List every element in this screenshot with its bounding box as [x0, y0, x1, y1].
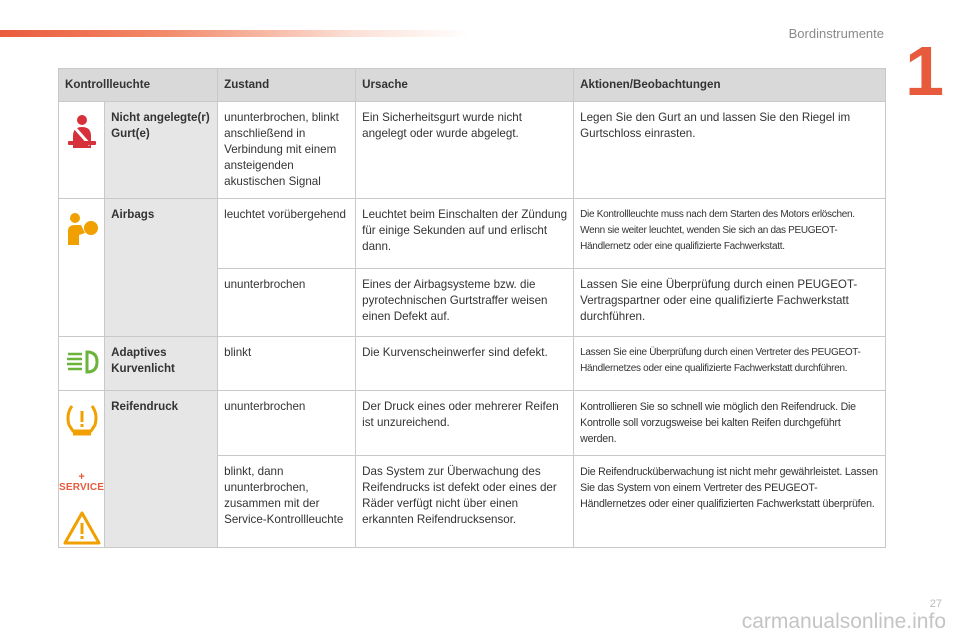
icon-cell [59, 391, 105, 548]
service-plus: + [78, 471, 85, 483]
chapter-title: Bordinstrumente [788, 26, 884, 41]
cause-cell: Die Kurvenscheinwerfer sind defekt. [356, 337, 574, 391]
state-cell: blinkt [218, 337, 356, 391]
state-cell: ununterbrochen [218, 391, 356, 456]
service-icon: SERVICE [59, 482, 105, 493]
table-row [59, 337, 886, 391]
page-number: 27 [929, 598, 942, 610]
action-cell: Legen Sie den Gurt an und lassen Sie den Riegel im Gurtschloss einrasten. [574, 102, 886, 199]
cause-cell: Der Druck eines oder mehrerer Reifen ist unzureichend. [356, 391, 574, 456]
adaptive-headlight-icon [65, 349, 99, 375]
cause-cell: Leuchtet beim Einschalten der Zündung für einige Sekunden auf und erlischt dann. [356, 199, 574, 269]
cause-cell: Das System zur Überwachung des Reifendrucks ist defekt oder eines der Räder verfügt nicht über einen erkannten Reifendrucksensor. [356, 456, 574, 548]
column-header-aktionen: Aktionen/Beobachtungen [574, 69, 886, 102]
light-name: Reifendruck [105, 391, 218, 548]
warning-lights-table [58, 68, 886, 548]
state-cell: ununterbrochen, blinkt anschließend in Verbindung mit einem ansteigenden akustischen Signal [218, 102, 356, 199]
top-accent-bar [0, 30, 470, 37]
light-name: Adaptives Kurvenlicht [105, 337, 218, 391]
airbag-icon [65, 211, 99, 247]
icon-cell [59, 199, 105, 337]
light-name: Airbags [105, 199, 218, 337]
service-badge [59, 473, 104, 494]
action-cell: Die Kontrollleuchte muss nach dem Starten des Motors erlöschen. Wenn sie weiter leuchtet, wenden Sie sich an das PEUGEOT-Händlernetz oder eine qualifizierte Fachwerkstatt. [574, 199, 886, 269]
column-header-ursache: Ursache [356, 69, 574, 102]
seatbelt-icon [66, 114, 98, 150]
action-cell: Lassen Sie eine Überprüfung durch einen PEUGEOT-Vertragspartner oder eine qualifizierte Fachwerkstatt durchführen. [574, 269, 886, 337]
action-cell: Kontrollieren Sie so schnell wie möglich den Reifendruck. Die Kontrolle soll vorzugsweise bei kalten Reifen durchgeführt werden. [574, 391, 886, 456]
chapter-number: 1 [905, 32, 944, 110]
table-row [59, 102, 886, 199]
column-header-zustand: Zustand [218, 69, 356, 102]
cause-cell: Ein Sicherheitsgurt wurde nicht angelegt oder wurde abgelegt. [356, 102, 574, 199]
icon-cell [59, 337, 105, 391]
cause-cell: Eines der Airbagsysteme bzw. die pyrotechnischen Gurtstraffer weisen einen Defekt auf. [356, 269, 574, 337]
action-cell: Die Reifendrucküberwachung ist nicht mehr gewährleistet. Lassen Sie das System von einem Vertreter des PEUGEOT-Händlernetzes oder einer qualifizierten Fachwerkstatt überprüfen. [574, 456, 886, 548]
table-header-row [59, 69, 886, 102]
state-cell: ununterbrochen [218, 269, 356, 337]
column-header-kontrollleuchte: Kontrollleuchte [59, 69, 218, 102]
light-name: Nicht angelegte(r) Gurt(e) [105, 102, 218, 199]
tyre-pressure-icon [64, 403, 100, 437]
table-row [59, 199, 886, 269]
warning-triangle-icon [63, 510, 101, 546]
table-row [59, 391, 886, 456]
watermark: carmanualsonline.info [741, 610, 946, 633]
icon-cell [59, 102, 105, 199]
action-cell: Lassen Sie eine Überprüfung durch einen Vertreter des PEUGEOT-Händlernetzes oder eine qualifizierte Fachwerkstatt durchführen. [574, 337, 886, 391]
state-cell: blinkt, dann ununterbrochen, zusammen mit der Service-Kontrollleuchte [218, 456, 356, 548]
state-cell: leuchtet vorübergehend [218, 199, 356, 269]
